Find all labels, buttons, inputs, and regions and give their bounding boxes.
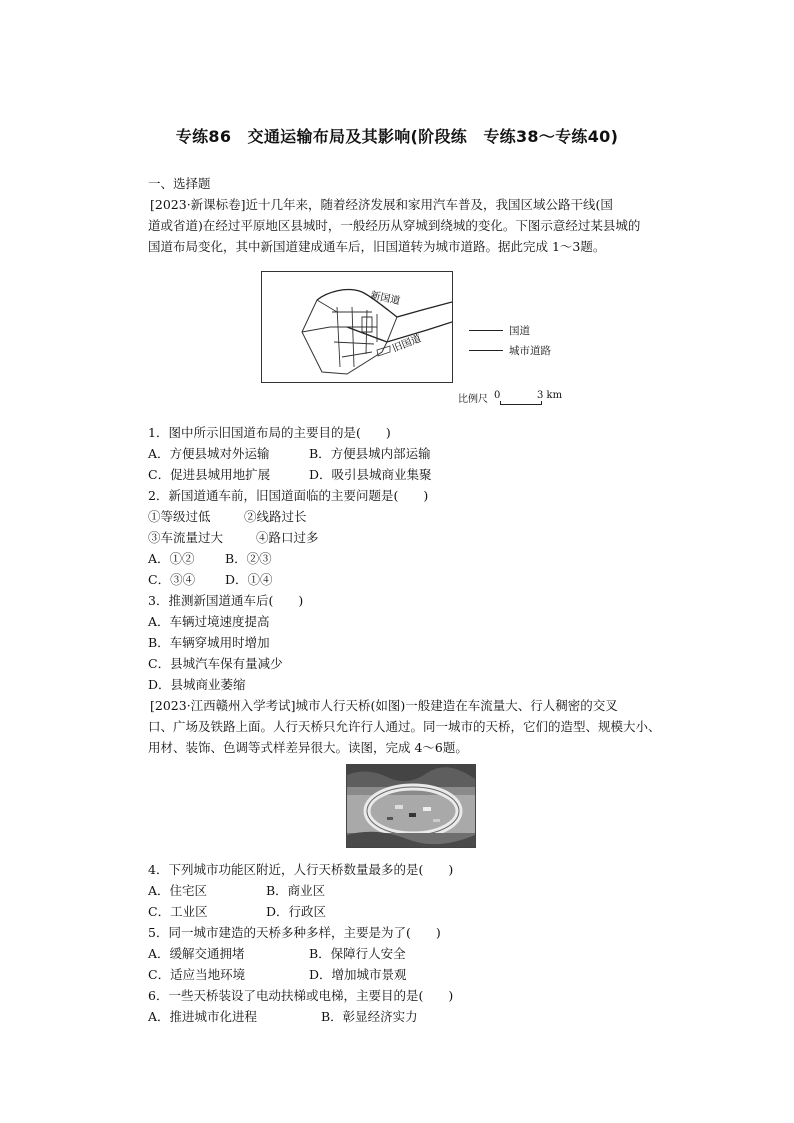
q1-option-c[interactable]: C．促进县城用地扩展	[148, 467, 271, 482]
q5-stem: 5．同一城市建造的天桥多种多样，主要是为了( )	[148, 925, 441, 940]
q4-stem: 4．下列城市功能区附近，人行天桥数量最多的是( )	[148, 862, 454, 877]
town-outline	[302, 300, 397, 374]
label-old-road: 旧国道	[391, 333, 423, 355]
scale-end: 3 km	[537, 390, 563, 401]
q3-stem: 3．推测新国道通车后( )	[148, 593, 304, 608]
q4-option-c[interactable]: C．工业区	[148, 904, 208, 919]
q5-option-b[interactable]: B．保障行人安全	[309, 946, 406, 961]
legend-city: 城市道路	[509, 345, 551, 357]
q6-option-a[interactable]: A．推进城市化进程	[148, 1009, 258, 1024]
q2-item-2: ②线路过长	[244, 509, 307, 524]
scale-zero: 0	[494, 390, 501, 401]
scale-label: 比例尺	[458, 394, 488, 405]
q3-option-c[interactable]: C．县城汽车保有量减少	[148, 656, 283, 671]
q1-option-b[interactable]: B．方便县城内部运输	[309, 446, 431, 461]
q1-option-a[interactable]: A．方便县城对外运输	[148, 446, 270, 461]
q1-option-d[interactable]: D．吸引县城商业集聚	[309, 467, 432, 482]
q4-option-d[interactable]: D．行政区	[266, 904, 327, 919]
overpass-photo-svg	[347, 765, 475, 847]
passage1-line-1: [2023·新课标卷]近十几年来，随着经济发展和家用汽车普及，我国区域公路干线(国	[150, 197, 613, 212]
q2-stem: 2．新国道通车前，旧国道面临的主要问题是( )	[148, 488, 429, 503]
section-heading: 一、选择题	[148, 176, 211, 191]
passage2-line-3: 用材、装饰、色调等式样差异很大。读图，完成 4～6题。	[148, 740, 468, 755]
passage1-line-2: 道或省道)在经过平原地区县城时，一般经历从穿城到绕城的变化。下图示意经过某县城的	[148, 218, 641, 233]
overpass-photo	[346, 764, 476, 848]
q3-option-b[interactable]: B．车辆穿城用时增加	[148, 635, 270, 650]
label-new-road: 新国道	[369, 290, 402, 308]
road-map-figure	[261, 271, 453, 383]
passage2-line-1: [2023·江西赣州入学考试]城市人行天桥(如图)一般建造在车流量大、行人稠密的交叉	[150, 698, 618, 713]
q5-option-a[interactable]: A．缓解交通拥堵	[148, 946, 245, 961]
q4-option-b[interactable]: B．商业区	[266, 883, 326, 898]
q2-option-a[interactable]: A．①②	[148, 551, 195, 566]
q5-option-c[interactable]: C．适应当地环境	[148, 967, 246, 982]
q2-option-b[interactable]: B．②③	[225, 551, 272, 566]
passage1-line-3: 国道布局变化，其中新国道建成通车后，旧国道转为城市道路。据此完成 1～3题。	[148, 239, 606, 254]
q2-item-1: ①等级过低	[148, 509, 211, 524]
q2-option-d[interactable]: D．①④	[225, 572, 273, 587]
passage2-line-2: 口、广场及铁路上面。人行天桥只允许行人通过。同一城市的天桥，它们的造型、规模大小、	[148, 719, 661, 734]
legend-national: 国道	[509, 325, 530, 337]
scale-bar	[500, 401, 542, 405]
q6-option-b[interactable]: B．彰显经济实力	[321, 1009, 418, 1024]
q2-option-c[interactable]: C．③④	[148, 572, 196, 587]
q6-stem: 6．一些天桥装设了电动扶梯或电梯，主要目的是( )	[148, 988, 454, 1003]
q2-item-3: ③车流量过大	[148, 530, 224, 545]
legend-line-city	[469, 350, 503, 351]
q1-stem: 1．图中所示旧国道布局的主要目的是( )	[148, 425, 391, 440]
legend-line-national	[469, 330, 503, 331]
q2-item-4: ④路口过多	[256, 530, 319, 545]
q3-option-d[interactable]: D．县城商业萎缩	[148, 677, 246, 692]
q3-option-a[interactable]: A．车辆过境速度提高	[148, 614, 270, 629]
q4-option-a[interactable]: A．住宅区	[148, 883, 208, 898]
q5-option-d[interactable]: D．增加城市景观	[309, 967, 407, 982]
road-map-svg	[262, 272, 452, 382]
page-title: 专练86 交通运输布局及其影响(阶段练 专练38～专练40)	[175, 127, 619, 146]
